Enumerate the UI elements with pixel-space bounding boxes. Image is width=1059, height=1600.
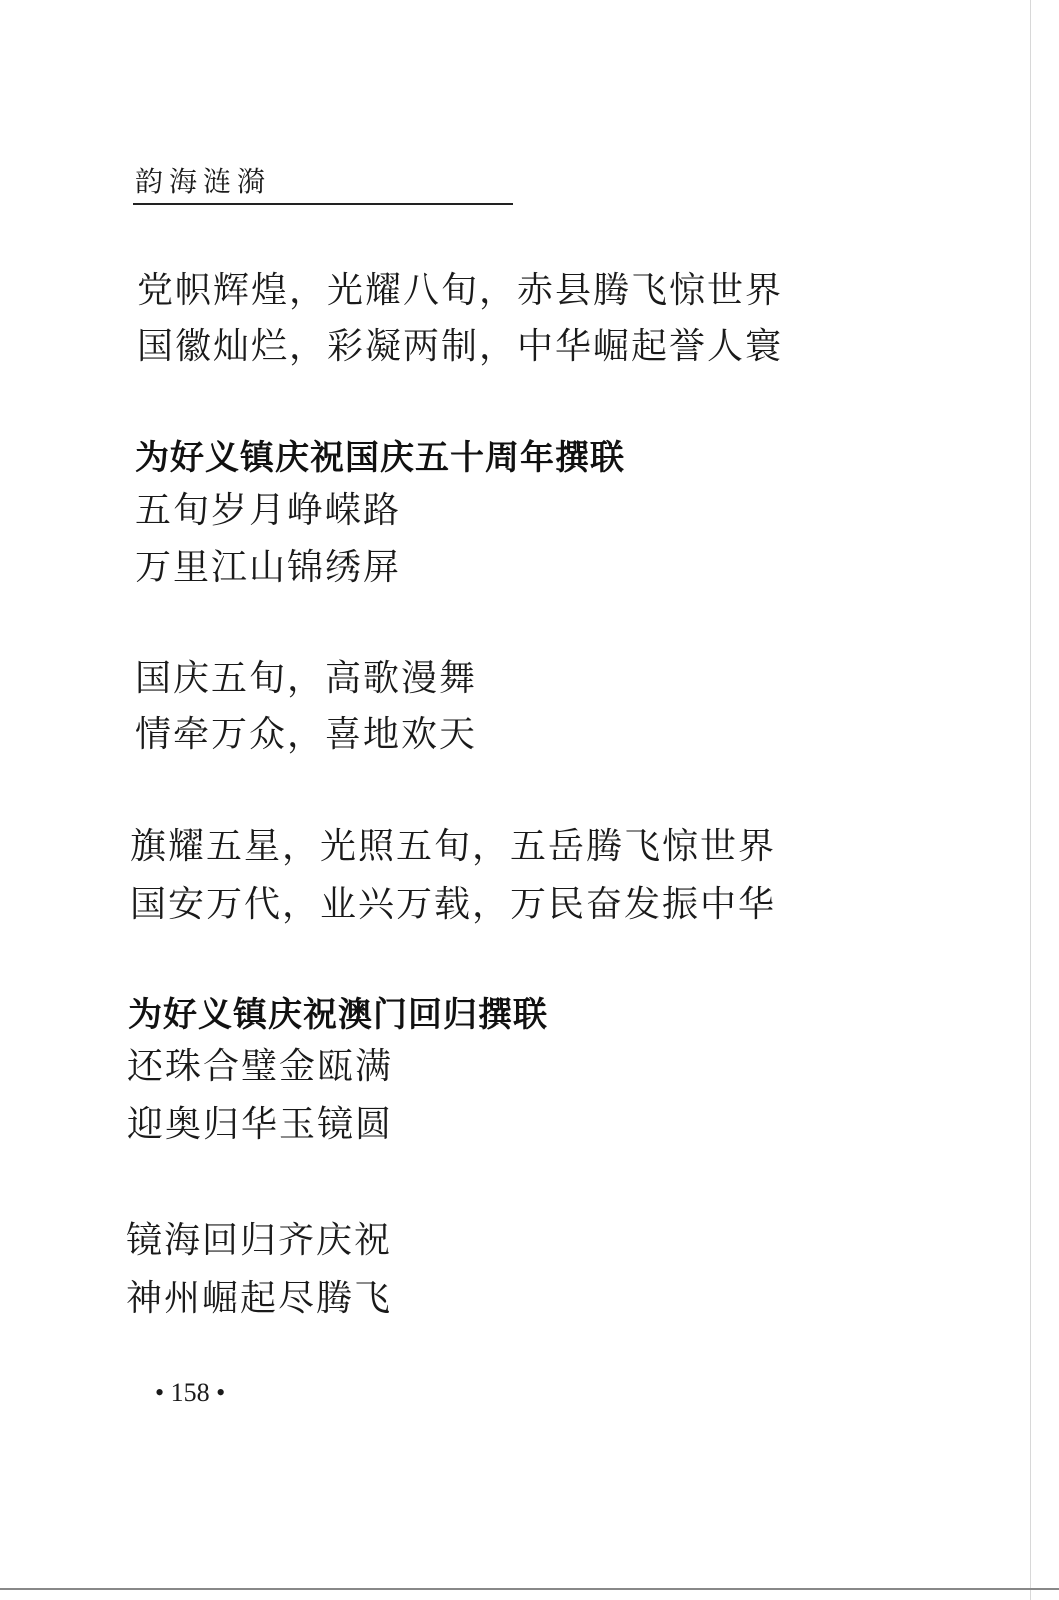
page-number: • 158 • [155,1378,226,1407]
couplet-line: 万里江山锦绣屏 [135,547,402,588]
couplet-line: 镜海回归齐庆祝 [126,1220,393,1261]
couplet-line: 神州崛起尽腾飞 [126,1278,393,1319]
section-heading: 为好义镇庆祝澳门回归撰联 [128,995,548,1035]
couplet-line: 国徽灿烂，彩凝两制，中华崛起誉人寰 [137,326,784,367]
section-heading: 为好义镇庆祝国庆五十周年撰联 [135,438,625,478]
header-rule [133,203,513,205]
couplet-line: 五旬岁月峥嵘路 [135,490,402,531]
couplet-line: 国安万代，业兴万载，万民奋发振中华 [130,884,777,925]
page-edge-shadow [1030,0,1031,1600]
couplet-line: 旗耀五星，光照五旬，五岳腾飞惊世界 [130,826,777,867]
couplet-line: 国庆五旬，高歌漫舞 [135,658,478,699]
couplet-line: 党帜辉煌，光耀八旬，赤县腾飞惊世界 [137,270,784,311]
couplet-line: 迎奥归华玉镜圆 [127,1104,394,1145]
couplet-line: 情牵万众，喜地欢天 [135,714,478,755]
scan-bottom-edge [0,1588,1059,1590]
couplet-line: 还珠合璧金瓯满 [127,1046,394,1087]
running-head: 韵海涟漪 [135,165,272,198]
